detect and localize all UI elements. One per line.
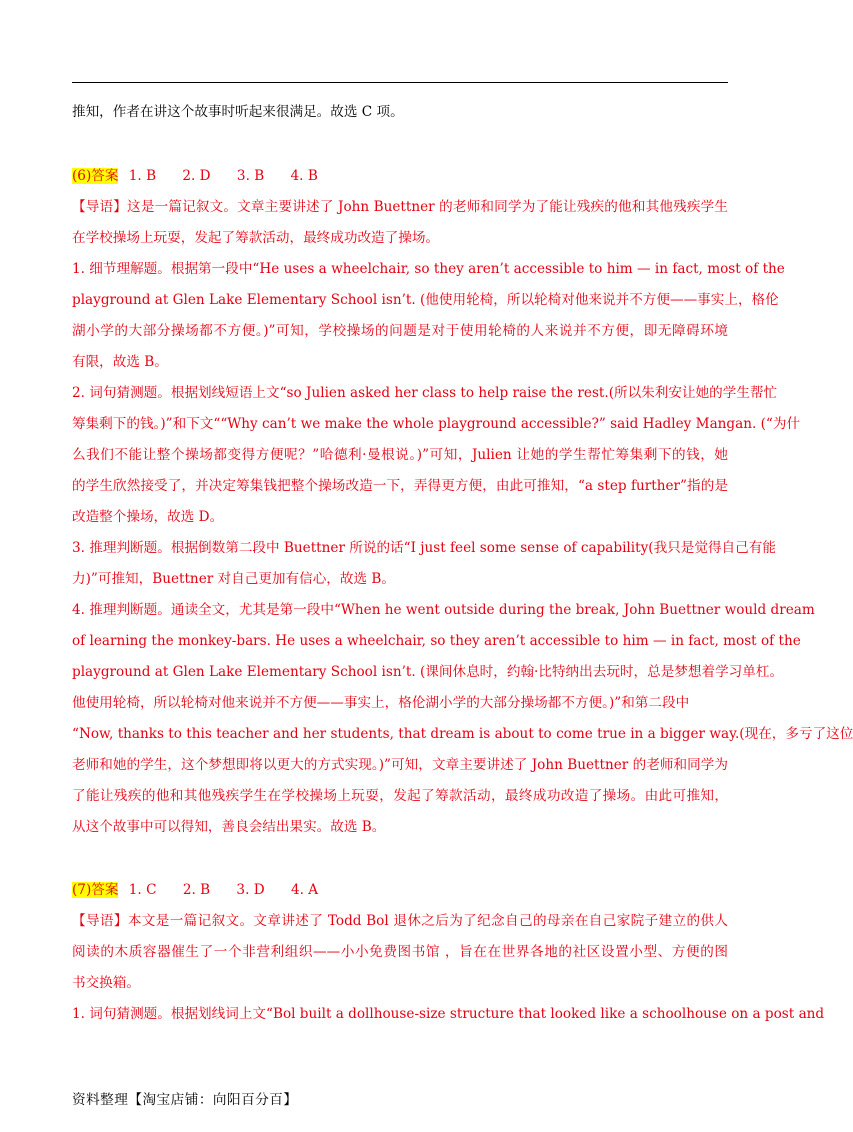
answer-item: 3. D bbox=[236, 882, 265, 898]
text-line: 湖小学的大部分操场都不方便。)”可知，学校操场的问题是对于使用轮椅的人来说并不方便，即无障碍环境 bbox=[72, 323, 728, 339]
text-line: 推知，作者在讲这个故事时听起来很满足。故选 C 项。 bbox=[72, 104, 404, 120]
text-line: 2. 词句猜测题。根据划线短语上文“so Julien asked her class to help raise the rest.(所以朱利安让她的学生帮忙 bbox=[72, 385, 778, 401]
answer-item: 1. B bbox=[128, 168, 157, 184]
text-line: 在学校操场上玩耍，发起了筹款活动，最终成功改造了操场。 bbox=[72, 230, 440, 246]
text-line: 1. 词句猜测题。根据划线词上文“Bol built a dollhouse-size structure that looked like a schoolhouse on a post and bbox=[72, 1006, 825, 1022]
answer-row-6 bbox=[72, 166, 728, 186]
text-line: playground at Glen Lake Elementary School isn’t. (课间休息时，约翰·比特纳出去玩时，总是梦想着学习单杠。 bbox=[72, 664, 784, 680]
text-line: 4. 推理判断题。通读全文，尤其是第一段中“When he went outside during the break, John Buettner would dream bbox=[72, 602, 815, 618]
text-line: 有限，故选 B。 bbox=[72, 354, 168, 370]
answer-label: (6)答案 bbox=[72, 168, 119, 184]
text-line: playground at Glen Lake Elementary School isn’t. (他使用轮椅，所以轮椅对他来说并不方便——事实上，格伦 bbox=[72, 292, 779, 308]
answer-item: 2. B bbox=[182, 882, 211, 898]
text-line: 么我们不能让整个操场都变得方便呢？”哈德利·曼根说。)”可知，Julien 让她的学生帮忙筹集剩下的钱，她 bbox=[72, 447, 728, 463]
text-line: of learning the monkey-bars. He uses a wheelchair, so they aren’t accessible to him — in fact, most of the bbox=[72, 633, 801, 649]
answer-item: 3. B bbox=[236, 168, 265, 184]
text-line: 【导语】这是一篇记叙文。文章主要讲述了 John Buettner 的老师和同学为了能让残疾的他和其他残疾学生 bbox=[72, 199, 728, 215]
answer-item: 4. A bbox=[290, 882, 319, 898]
page-footer: 资料整理【淘宝店铺：向阳百分百】 bbox=[72, 1092, 298, 1108]
answer-label: (7)答案 bbox=[72, 882, 119, 898]
text-line: 老师和她的学生，这个梦想即将以更大的方式实现。)”可知，文章主要讲述了 John Buettner 的老师和同学为 bbox=[72, 757, 728, 773]
text-line: 的学生欣然接受了，并决定筹集钱把整个操场改造一下，弄得更方便，由此可推知，“a step further”指的是 bbox=[72, 478, 728, 494]
text-line: 他使用轮椅，所以轮椅对他来说并不方便——事实上，格伦湖小学的大部分操场都不方便。)”和第二段中 bbox=[72, 695, 690, 711]
text-line: 从这个故事中可以得知，善良会结出果实。故选 B。 bbox=[72, 819, 386, 835]
text-line: 了能让残疾的他和其他残疾学生在学校操场上玩耍，发起了筹款活动，最终成功改造了操场。由此可推知， bbox=[72, 788, 728, 804]
text-line: 筹集剩下的钱。)”和下文““Why can’t we make the whole playground accessible?” said Hadley Mangan. (“为什 bbox=[72, 416, 801, 432]
header-rule bbox=[72, 82, 728, 83]
text-line: 3. 推理判断题。根据倒数第二段中 Buettner 所说的话“I just feel some sense of capability(我只是觉得自己有能 bbox=[72, 540, 776, 556]
answer-item: 2. D bbox=[182, 168, 211, 184]
text-line: 1. 细节理解题。根据第一段中“He uses a wheelchair, so they aren’t accessible to him — in fact, most of the bbox=[72, 261, 785, 277]
text-line: “Now, thanks to this teacher and her students, that dream is about to come true in a bigger way.(现在，多亏了这位 bbox=[72, 726, 853, 742]
text-line: 力)”可推知，Buettner 对自己更加有信心，故选 B。 bbox=[72, 571, 395, 587]
answer-row-7 bbox=[72, 880, 728, 900]
text-line: 书交换箱。 bbox=[72, 975, 140, 991]
answer-item: 4. B bbox=[290, 168, 318, 184]
answer-item: 1. C bbox=[128, 882, 157, 898]
text-line: 阅读的木质容器催生了一个非营利组织——小小免费图书馆 ，旨在在世界各地的社区设置小型、方便的图 bbox=[72, 944, 728, 960]
text-line: 【导语】本文是一篇记叙文。文章讲述了 Todd Bol 退休之后为了纪念自己的母亲在自己家院子建立的供人 bbox=[72, 913, 728, 929]
text-line: 改造整个操场，故选 D。 bbox=[72, 509, 224, 525]
